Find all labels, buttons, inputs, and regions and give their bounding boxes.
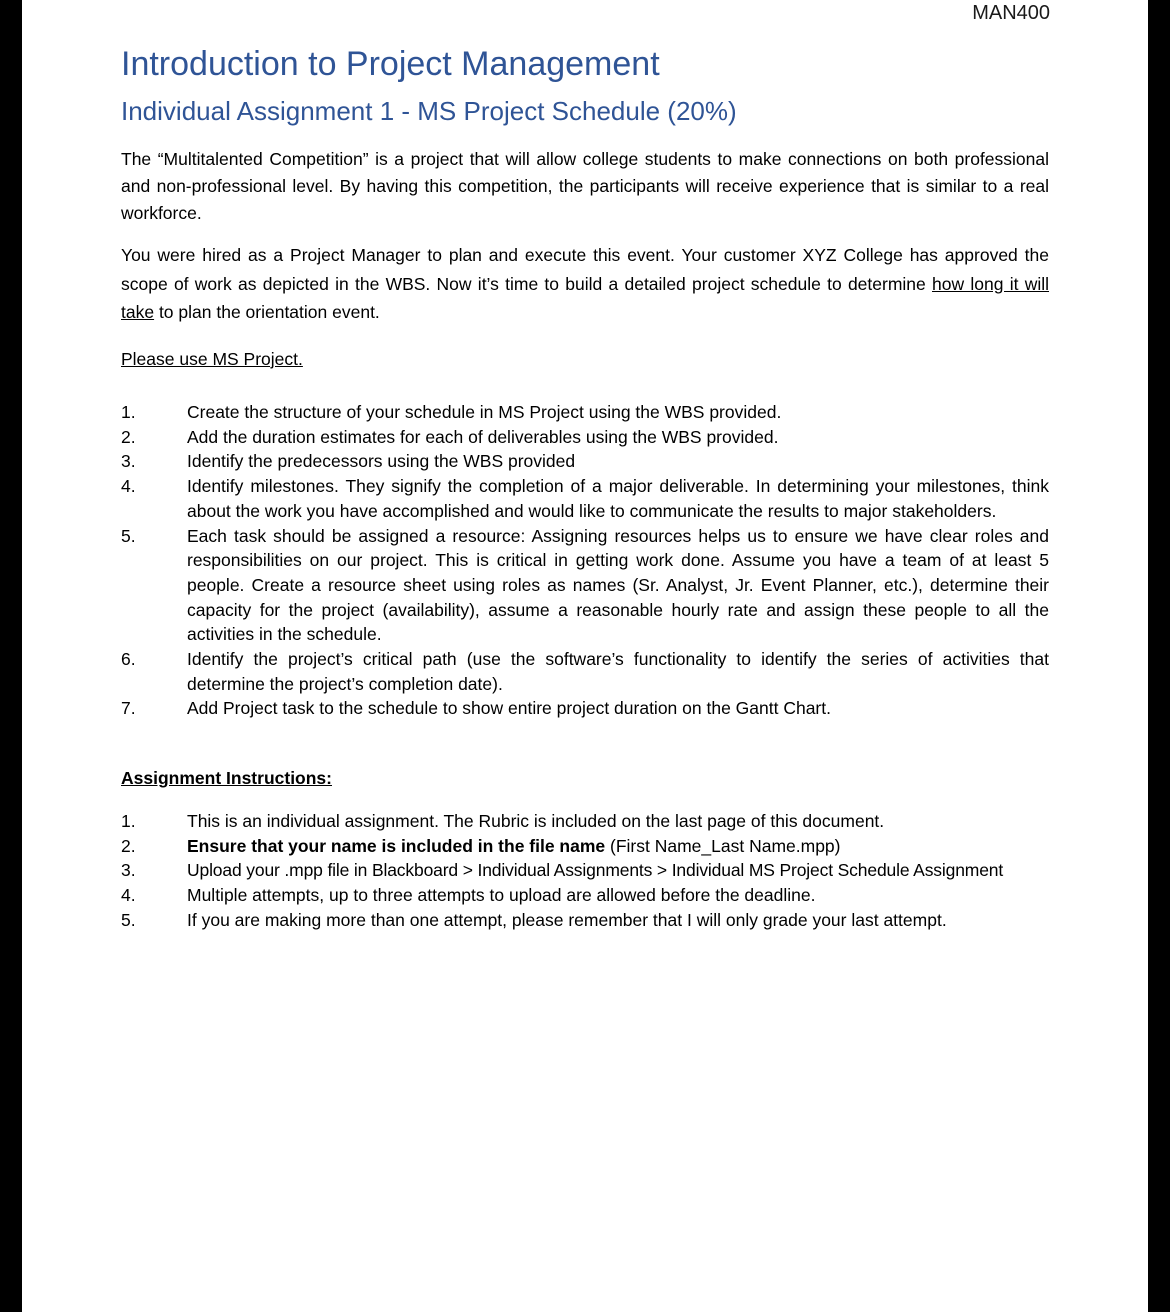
list-item <box>121 883 1049 908</box>
list-item-text <box>187 834 1049 859</box>
list-item-text: Each task should be assigned a resource: Assigning resources helps us to ensure we have clear roles and responsibilities on our project. This is critical in getting work done. Assume you have a team of at least 5 people. Create a resource sheet using roles as names (Sr. Analyst, Jr. Event Planner, etc.), determine their capacity for the project (availability), assume a reasonable hourly rate and assign these people to all the activities in the schedule. <box>187 525 1049 645</box>
list-item-number: 4. <box>121 476 136 497</box>
list-item-number: 4. <box>121 885 136 906</box>
please-use-note: Please use MS Project. <box>121 349 303 369</box>
list-item-text: Create the structure of your schedule in MS Project using the WBS provided. <box>187 402 782 422</box>
list-item-number: 5. <box>121 909 136 930</box>
intro-paragraph-2 <box>121 241 1049 327</box>
list-item <box>121 474 1049 523</box>
list-item-text: Add the duration estimates for each of deliverables using the WBS provided. <box>187 426 779 447</box>
page-title: Introduction to Project Management <box>121 45 660 83</box>
course-code: MAN400 <box>972 2 1050 24</box>
list-item-number: 2. <box>121 426 136 447</box>
list-item-text: Add Project task to the schedule to show entire project duration on the Gantt Chart. <box>187 698 831 719</box>
list-item-number: 1. <box>121 811 136 831</box>
list-item-text: Multiple attempts, up to three attempts to upload are allowed before the deadline. <box>187 885 816 906</box>
list-item <box>121 524 1049 648</box>
list-item <box>121 449 1049 474</box>
list-item-text: Upload your .mpp file in Blackboard > Individual Assignments > Individual MS Project Schedule Assignment <box>187 860 1004 881</box>
list-item-bold-text: Ensure that your name is included in the file name <box>187 835 606 856</box>
list-item-number: 7. <box>121 698 136 719</box>
assignment-instructions-heading: Assignment Instructions: <box>121 768 332 788</box>
list-item-number: 3. <box>121 860 136 881</box>
page-subtitle: Individual Assignment 1 - MS Project Schedule (20%) <box>121 96 737 126</box>
list-item <box>121 858 1049 883</box>
list-item <box>121 696 1049 721</box>
instructions-list <box>121 809 1049 933</box>
document-page <box>22 0 1148 1312</box>
intro-paragraph-2-start: You were hired as a Project Manager to plan and execute this event. Your customer XYZ College has approved the scope of work as depicted in the WBS. Now it’s time to build a detailed project schedule to determine <box>121 245 1049 294</box>
intro-paragraph-2-end: to plan the orientation event. <box>154 302 380 322</box>
list-item-text: This is an individual assignment. The Rubric is included on the last page of this document. <box>187 811 885 831</box>
list-item-number: 5. <box>121 525 136 546</box>
list-item <box>121 809 1049 834</box>
list-item <box>121 425 1049 450</box>
list-item-text: Identify the predecessors using the WBS provided <box>187 451 576 472</box>
list-item-number: 1. <box>121 402 136 422</box>
steps-list <box>121 400 1049 721</box>
list-item-text: Identify the project’s critical path (use the software’s functionality to identify the series of activities that determine the project’s completion date). <box>187 649 1049 694</box>
list-item-number: 2. <box>121 835 136 856</box>
intro-paragraph-1: The “Multitalented Competition” is a project that will allow college students to make connections on both professional and non-professional level. By having this competition, the participants will receive experience that is similar to a real workforce. <box>121 149 1049 223</box>
list-item <box>121 647 1049 696</box>
list-item-text: If you are making more than one attempt, please remember that I will only grade your last attempt. <box>187 909 947 930</box>
list-item <box>121 908 1049 933</box>
list-item-text: Identify milestones. They signify the completion of a major deliverable. In determining your milestones, think about the work you have accomplished and would like to communicate the results to major stakeholders. <box>187 476 1049 521</box>
list-item <box>121 400 1049 425</box>
list-item-number: 3. <box>121 451 136 472</box>
list-item-rest-text: (First Name_Last Name.mpp) <box>605 835 841 856</box>
intro-paragraph-2-underlined: how long it will take <box>121 273 1050 322</box>
list-item <box>121 834 1049 859</box>
list-item-number: 6. <box>121 649 136 670</box>
